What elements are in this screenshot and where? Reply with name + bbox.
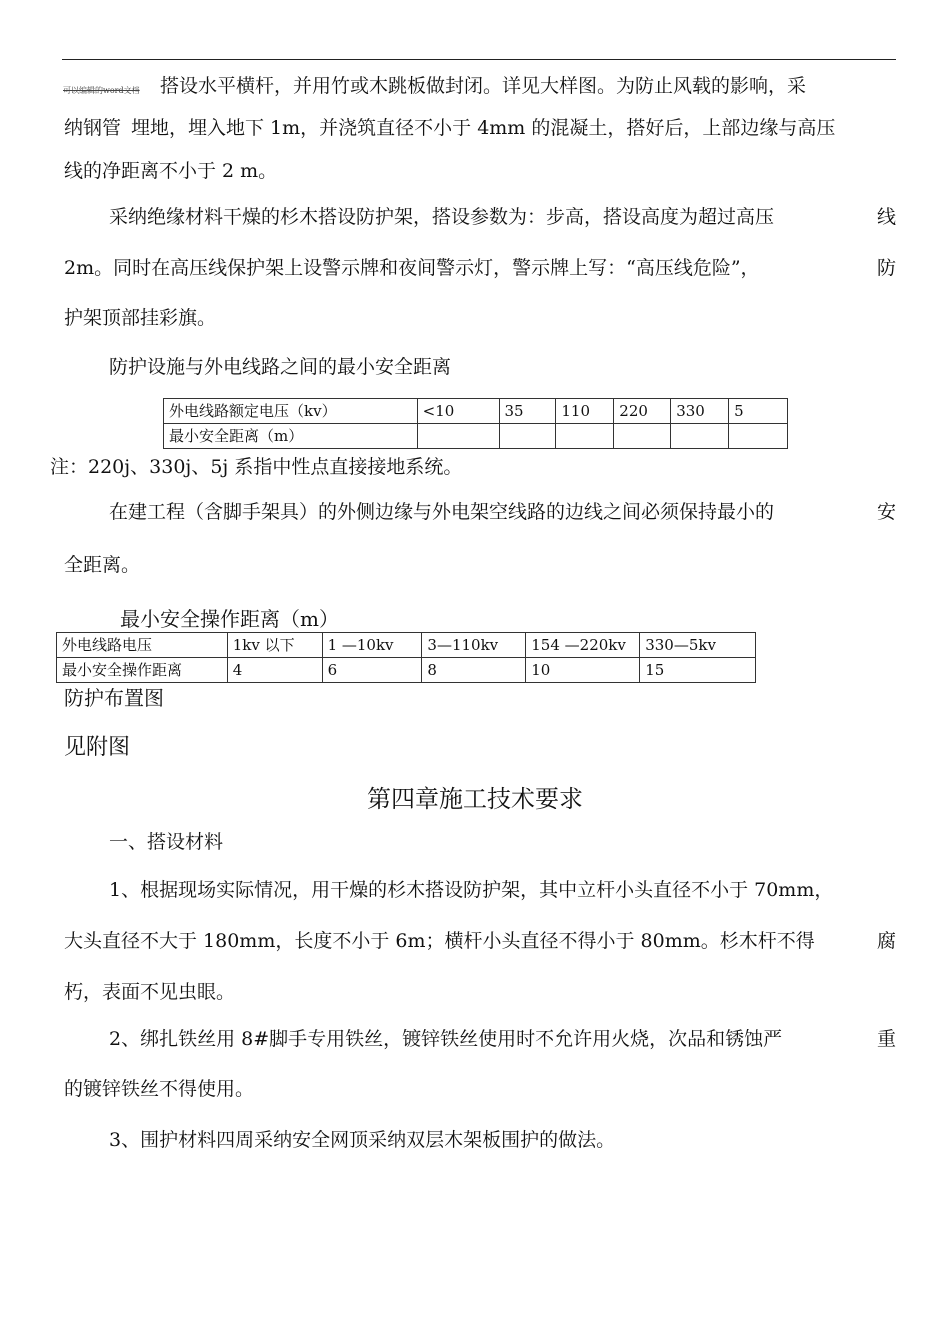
table-cell: 最小安全距离（m） [164,424,418,449]
paragraph-line [109,205,896,229]
table-cell [417,424,499,449]
paragraph-line: 线的净距离不小于 2 m。 [64,160,278,182]
table-cell: 1 —10kv [322,633,422,658]
table-cell: <10 [417,399,499,424]
paragraph-line [109,1027,896,1051]
operation-distance-table [56,632,756,683]
paragraph-text: 大头直径不大于 180mm，长度不小于 6m；横杆小头直径不得小于 80mm。杉木杆不得 [64,930,815,952]
paragraph-line [64,929,896,953]
table-row [57,633,756,658]
layout-label: 防护布置图 [64,686,164,710]
table-cell: 最小安全操作距离 [57,658,228,683]
paragraph-text: 埋地，埋入地下 1m，并浇筑直径不小于 4mm 的混凝土，搭好后，上部边缘与高压 [131,117,836,139]
note-text: 注：220j、330j、5j 系指中性点直接接地系统。 [50,456,463,478]
table-cell: 5 [729,399,788,424]
table-cell: 4 [227,658,322,683]
table-cell: 外电线路额定电压（kv） [164,399,418,424]
paragraph-text: 纳钢管 [64,117,122,139]
table-cell: 35 [499,399,556,424]
table-cell: 154 —220kv [526,633,640,658]
safety-distance-table [163,398,788,449]
section-heading: 一、搭设材料 [109,831,224,853]
paragraph-text: 安 [876,501,896,523]
table-cell: 110 [556,399,614,424]
paragraph-text: 防 [876,257,896,279]
table-cell: 8 [422,658,526,683]
paragraph-line [64,256,896,280]
table-caption: 最小安全操作距离（m） [120,607,339,631]
paragraph-line: 3、围护材料四周采纳安全网顶采纳双层木架板围护的做法。 [109,1129,616,1151]
paragraph-line: 1、根据现场实际情况，用干燥的杉木搭设防护架，其中立杆小头直径不小于 70mm， [109,879,834,901]
paragraph-line [109,500,896,524]
paragraph-line [64,116,835,140]
table-caption: 防护设施与外电线路之间的最小安全距离 [109,356,452,378]
paragraph-text: 采纳绝缘材料干燥的杉木搭设防护架，搭设参数为：步高，搭设高度为超过高压 [109,206,775,228]
table-row [164,399,788,424]
paragraph-line: 朽，表面不见虫眼。 [64,981,236,1003]
chapter-title: 第四章施工技术要求 [367,785,583,813]
paragraph-text: 2、绑扎铁丝用 8#脚手专用铁丝，镀锌铁丝使用时不允许用火烧，次品和锈蚀严 [109,1028,783,1050]
watermark-text: 可以编辑的word文档 [63,86,140,95]
paragraph-line: 护架顶部挂彩旗。 [64,307,217,329]
table-cell [729,424,788,449]
table-cell: 220 [614,399,671,424]
table-cell: 外电线路电压 [57,633,228,658]
table-cell: 1kv 以下 [227,633,322,658]
table-cell [614,424,671,449]
paragraph-text: 2m。同时在高压线保护架上设警示牌和夜间警示灯，警示牌上写：“高压线危险”， [64,257,760,279]
header-rule [62,59,896,60]
table-cell: 3—110kv [422,633,526,658]
paragraph-text: 重 [876,1028,896,1050]
paragraph-line: 搭设水平横杆，并用竹或木跳板做封闭。详见大样图。为防止风载的影响，采 [160,75,807,97]
paragraph-text: 线 [876,206,896,228]
table-cell [556,424,614,449]
table-cell: 330—5kv [640,633,756,658]
paragraph-line: 的镀锌铁丝不得使用。 [64,1078,255,1100]
table-cell [499,424,556,449]
table-cell [671,424,729,449]
table-row [57,658,756,683]
table-row [164,424,788,449]
table-cell: 6 [322,658,422,683]
table-cell: 330 [671,399,729,424]
paragraph-text: 在建工程（含脚手架具）的外侧边缘与外电架空线路的边线之间必须保持最小的 [109,501,775,523]
paragraph-line: 全距离。 [64,554,141,576]
table-cell: 10 [526,658,640,683]
see-attachment: 见附图 [64,735,131,760]
paragraph-text: 腐 [876,930,896,952]
table-cell: 15 [640,658,756,683]
